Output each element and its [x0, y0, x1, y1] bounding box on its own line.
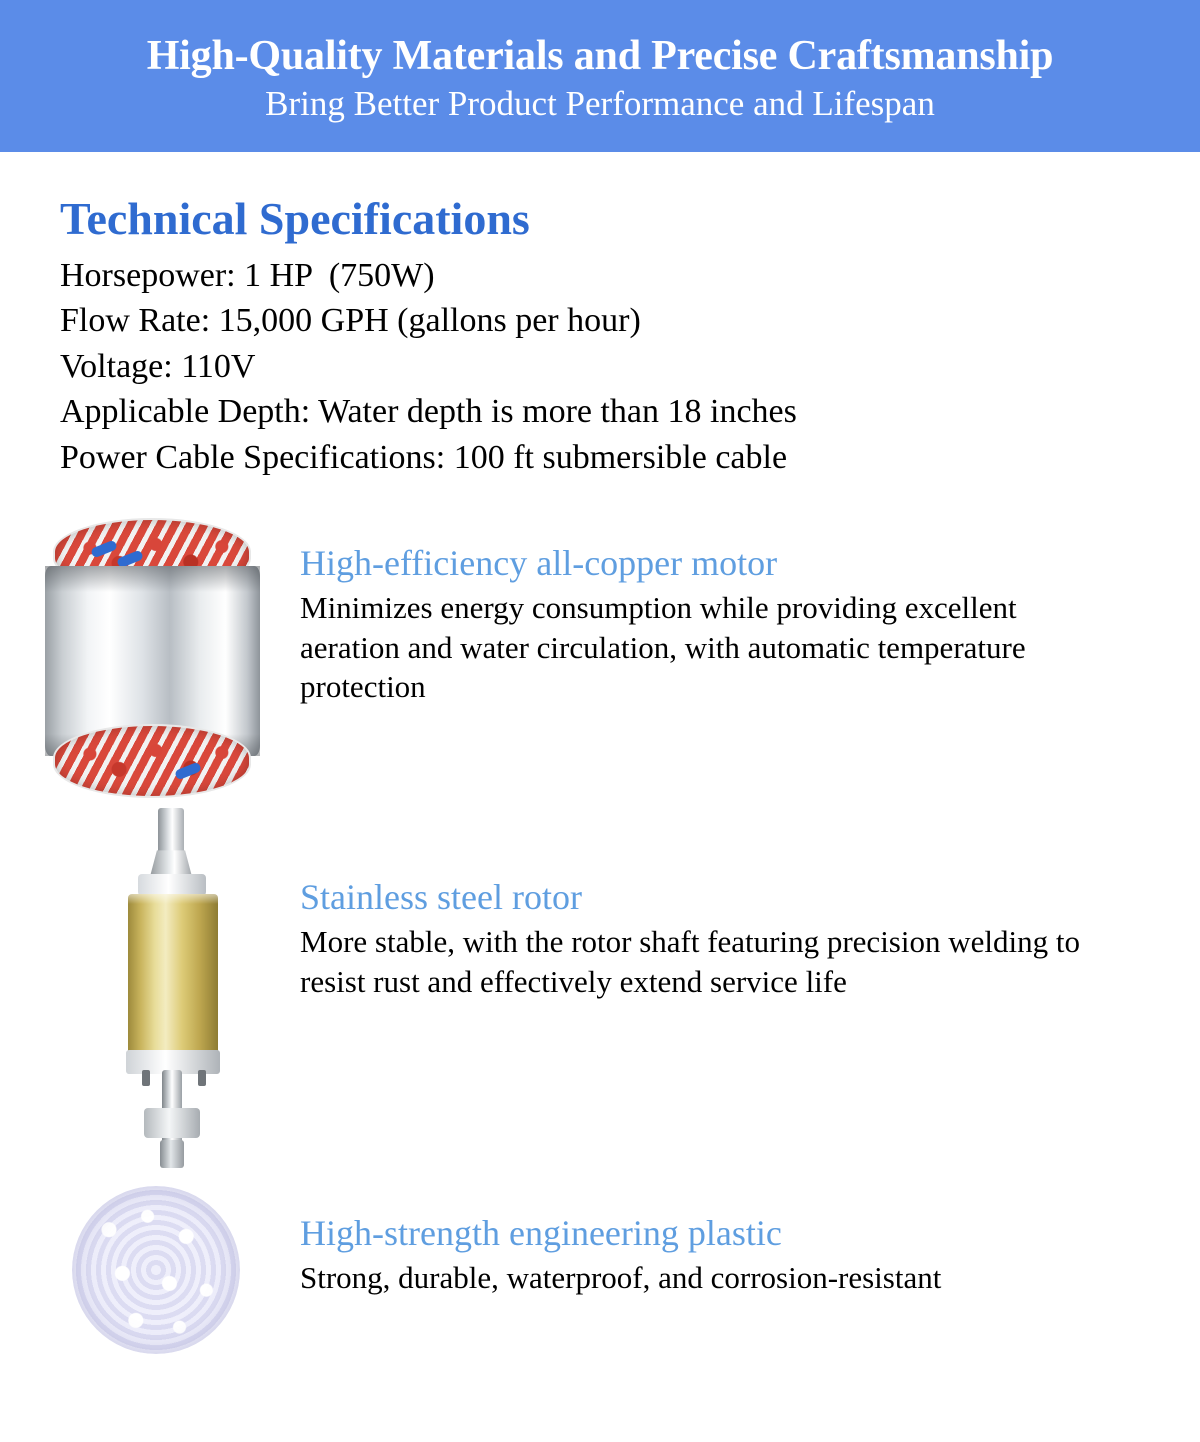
feature-body: Strong, durable, waterproof, and corrosion-resistant [300, 1259, 942, 1295]
feature-item-stainless-rotor [0, 808, 1200, 1168]
feature-body: More stable, with the rotor shaft featuring precision welding to resist rust and effectively extend service life [300, 923, 1080, 999]
feature-item-copper-motor [0, 518, 1200, 808]
banner-subtitle: Bring Better Product Performance and Lifespan [265, 83, 935, 123]
technical-specifications-section [0, 152, 1200, 480]
feature-item-engineering-plastic [0, 1168, 1200, 1368]
spec-line-flow-rate: Flow Rate: 15,000 GPH (gallons per hour) [60, 302, 641, 340]
rotor-top-shaft [158, 808, 184, 854]
spec-line-horsepower: Horsepower: 1 HP (750W) [60, 256, 435, 294]
stator-blue-wire [174, 762, 202, 781]
header-banner [0, 0, 1200, 152]
rotor-shaft-tip [160, 1140, 184, 1168]
spec-line-power-cable: Power Cable Specifications: 100 ft submersible cable [60, 438, 788, 476]
feature-heading: Stainless steel rotor [300, 877, 582, 918]
feature-heading: High-strength engineering plastic [300, 1213, 782, 1254]
feature-text-copper-motor [300, 518, 1160, 707]
rotor-copper-core [128, 894, 218, 1054]
banner-title: High-Quality Materials and Precise Craftsmanship [146, 33, 1054, 80]
stator-bottom-winding [53, 724, 251, 798]
feature-text-engineering-plastic [300, 1168, 1001, 1297]
feature-text-stainless-rotor [300, 808, 1160, 1001]
feature-list [0, 518, 1200, 1368]
rotor-pin [198, 1070, 206, 1086]
spec-line-applicable-depth: Applicable Depth: Water depth is more than 18 inches [60, 393, 797, 431]
page-title: Technical Specifications [60, 193, 530, 244]
stator-blue-wire [90, 540, 118, 559]
rotor-illustration [118, 808, 228, 1168]
rotor-bearing [144, 1108, 200, 1138]
rotor-pin [142, 1070, 150, 1086]
spec-line-voltage: Voltage: 110V [60, 347, 256, 385]
feature-heading: High-efficiency all-copper motor [300, 543, 778, 584]
rotor-collar [138, 874, 206, 896]
stator-illustration [45, 518, 260, 798]
feature-body: Minimizes energy consumption while providing excellent aeration and water circulation, with automatic temperature protection [300, 589, 1026, 705]
plastic-pellets-illustration [72, 1186, 240, 1354]
